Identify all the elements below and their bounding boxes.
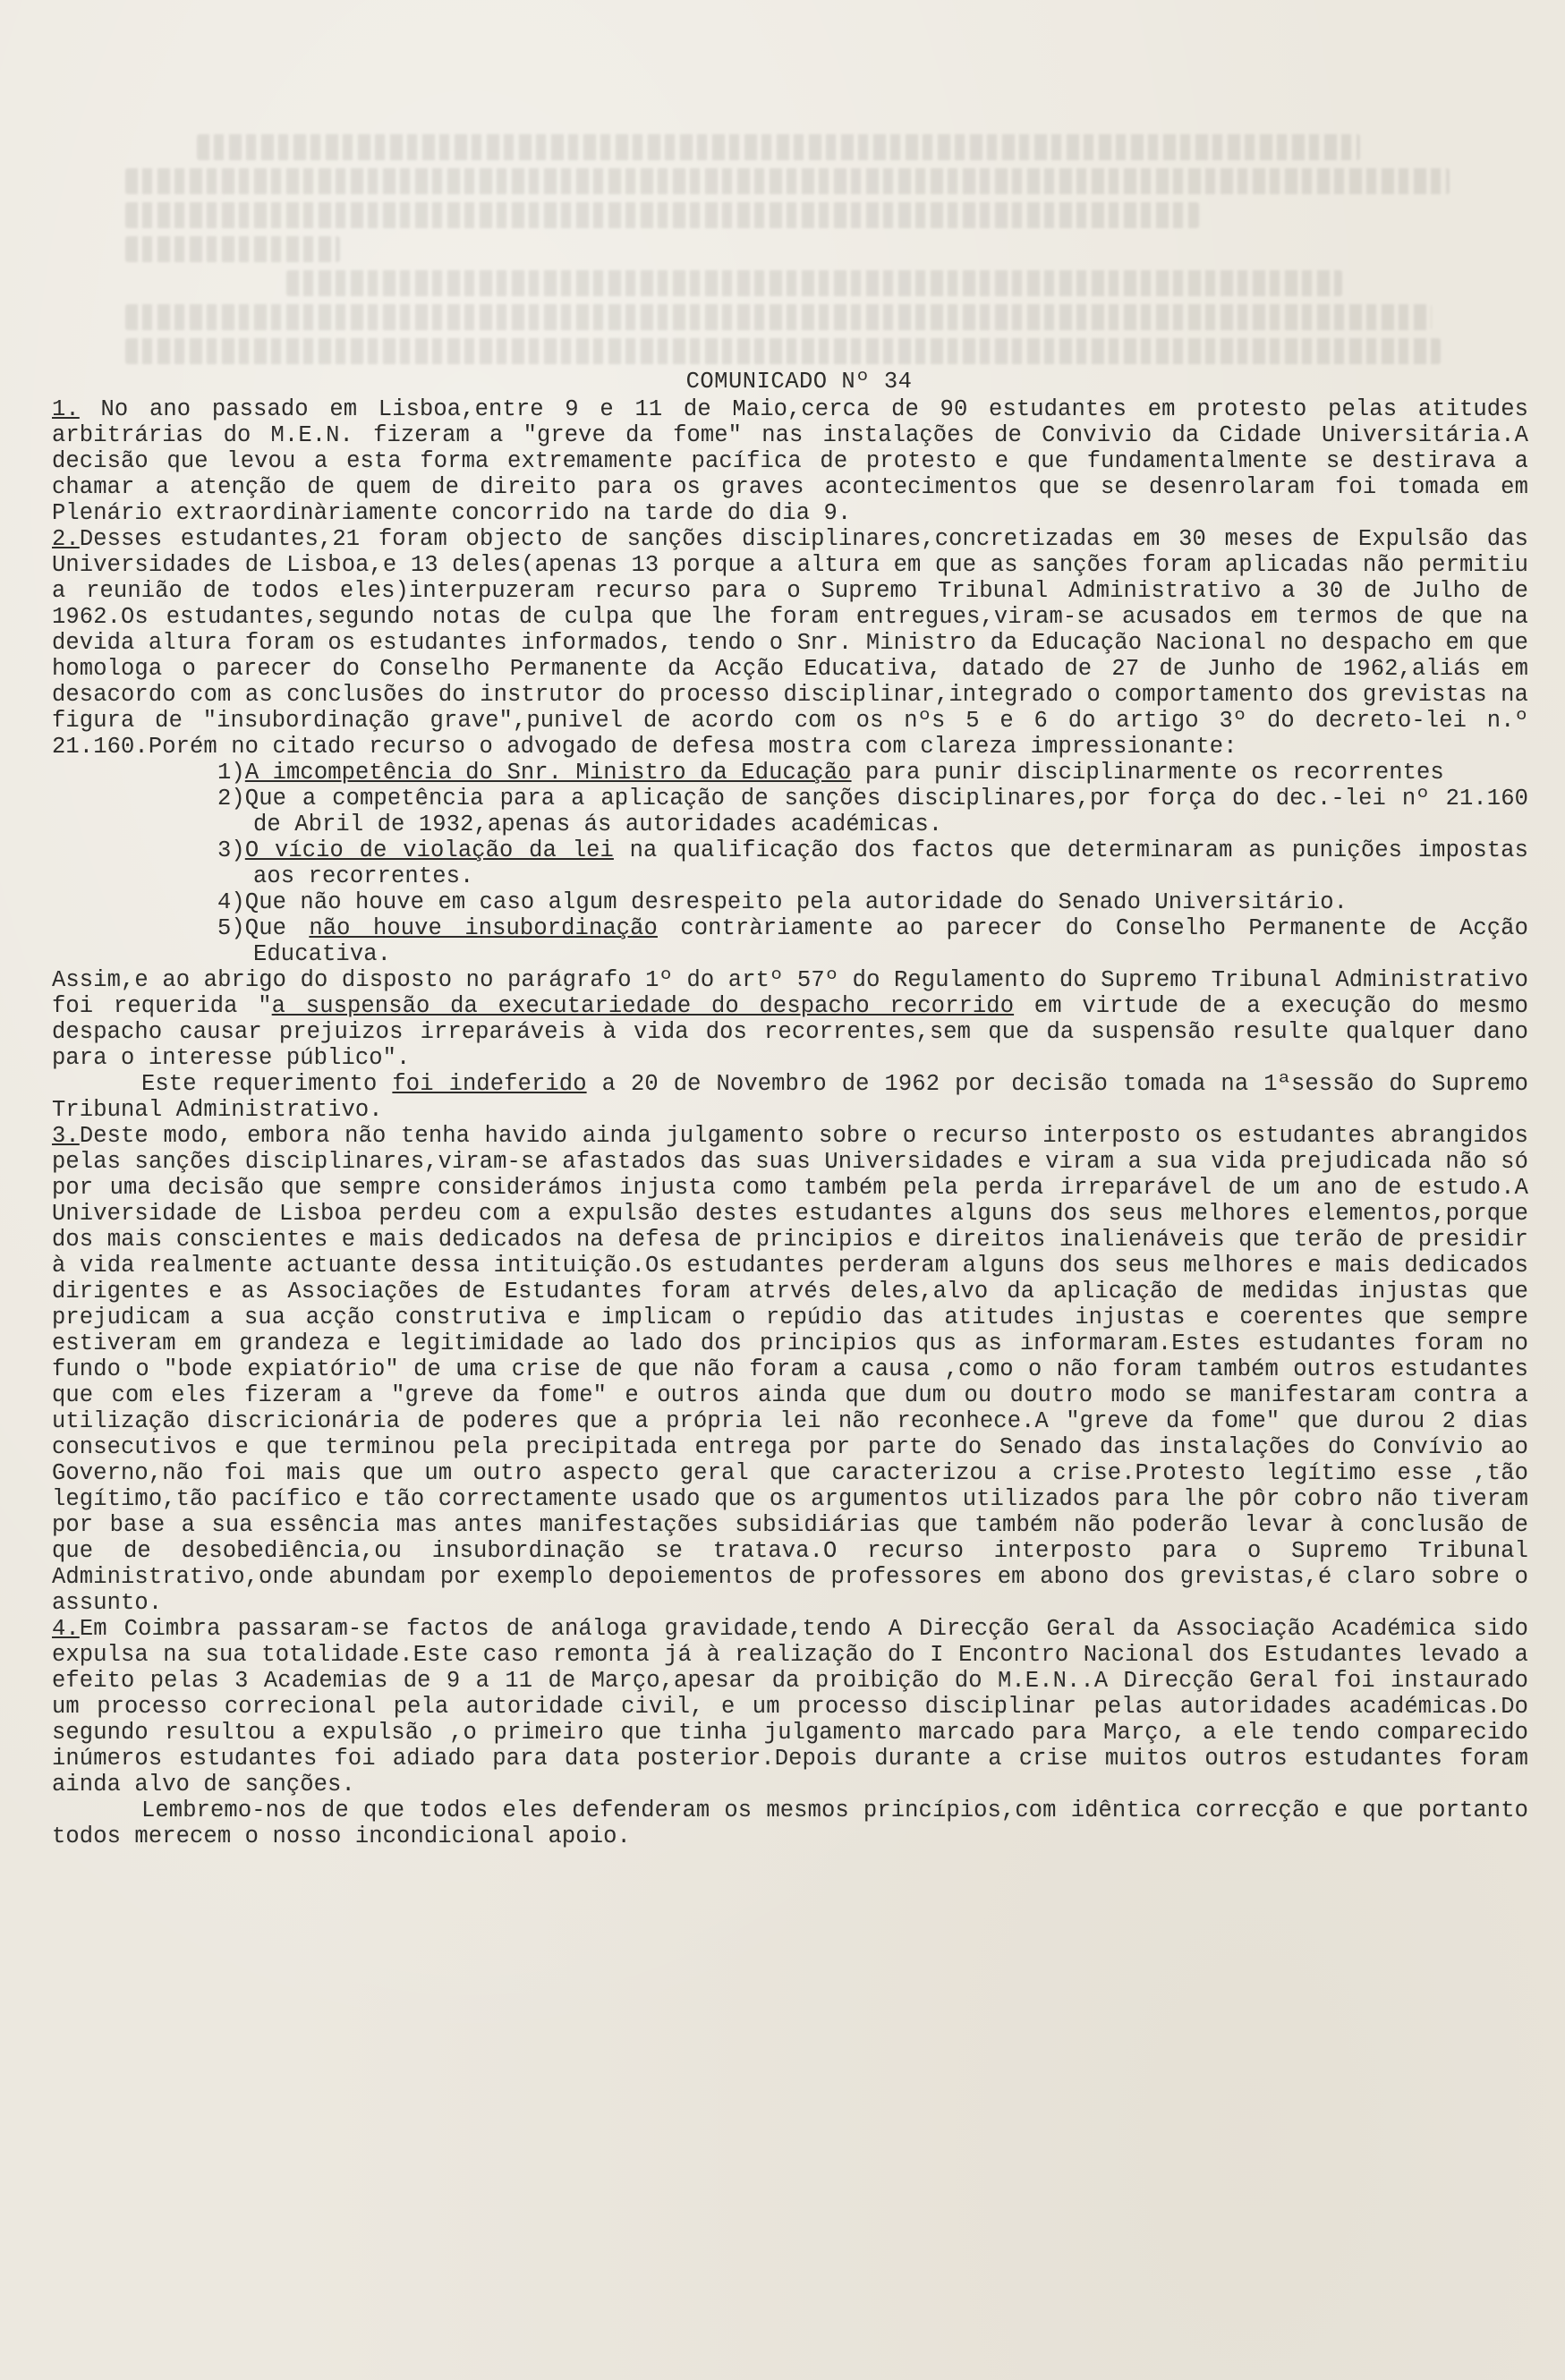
document-title: COMUNICADO Nº 34 [685, 369, 913, 395]
paragraph-text: Em Coimbra passaram-se factos de análoga gravidade,tendo A Direcção Geral da Associação Académica sido expulsa na sua totalidade.Este caso remonta já à realização do I Encontro Nacional dos Estudantes levado a efeito pelas 3 Academias de 9 a 11 de Março,apesar da proibição do M.E.N..A Direcção Geral foi instaurado um processo correcional pela autoridade civil, e um processo disciplinar pelas autoridades académicas.Do segundo resultou a expulsão ,o primeiro que tinha julgamento marcado para Março, a ele tendo comparecido inúmeros estudantes foi adiado para data posterior.Depois durante a crise muitos outros estudantes foram ainda alvo de sanções. [52, 1616, 1528, 1798]
paragraph-text: Deste modo, embora não tenha havido ainda julgamento sobre o recurso interposto os estudantes abrangidos pelas sanções disciplinares,viram-se afastados das suas Universidades e viram a sua vida prejudicada não só por uma decisão que sempre considerámos injusta como também pela perda irreparável de um ano de estudo.A Universidade de Lisboa perdeu com a expulsão destes estudantes alguns dos seus melhores elementos,porque dos mais conscientes e mais dedicados na defesa de principios e direitos inalienáveis que terão de presidir à vida realmente actuante dessa intituição.Os estudantes perderam alguns dos seus melhores e mais dedicados dirigentes e as Associações de Estudantes foram atrvés deles,alvo da aplicação de medidas injustas que prejudicam a sua acção construtiva e implicam o repúdio das atitudes injustas e coerentes que sempre estiveram em grandeza e legitimidade ao lado dos principios qus as informaram.Estes estudantes foram no fundo o "bode expiatório" de uma crise de que não foram a causa ,como o não foram também outros estudantes que com eles fizeram a "greve da fome" e outros ainda que dum ou doutro modo se manifestaram contra a utilização discricionária de poderes que a própria lei não reconhece.A "greve da fome" que durou 2 dias consecutivos e que terminou pela precipitada entrega por parte do Senado das instalações do Convívio ao Governo,não foi mais que um outro aspecto geral que caracterizou a crise.Protesto legítimo esse ,tão legítimo,tão pacífico e tão correctamente usado que os argumentos utilizados para lhe pôr cobro não tiveram por base a sua essência mas antes manifestações subsidiárias que também não poderão levar à conclusão de que de desobediência,ou insubordinação se tratava.O recurso interposto para o Supremo Tribunal Administrativo,onde abundam por exemplo depoiementos de professores em abono dos grevistas,é claro sobre o assunto. [52, 1123, 1528, 1616]
paragraph-3 [52, 1123, 1528, 1616]
underlined-text: a suspensão da executariedade do despacho recorrido [271, 993, 1015, 1019]
paragraph-number: 2. [52, 526, 80, 552]
communique-document [52, 369, 1528, 1849]
paragraph-assim: Assim,e ao abrigo do disposto no parágrafo 1º do artº 57º do Regulamento do Supremo Tribunal Administrativo foi requerida "a suspensão da executariedade do despacho recorrido em virtude de a execução do mesmo despacho causar prejuizos irreparáveis à vida dos recorrentes,sem que da suspensão resulte qualquer dano para o interesse público". [52, 967, 1528, 1071]
paragraph-2 [52, 526, 1528, 760]
list-item-1: 1)A imcompetência do Snr. Ministro da Educação para punir disciplinarmente os recorrentes [217, 760, 1444, 786]
underlined-text: foi indeferido [392, 1071, 587, 1097]
paragraph-number: 1. [52, 396, 80, 422]
paragraph-number: 4. [52, 1616, 80, 1642]
bleed-through-text [125, 134, 1467, 403]
list-item-2: 2)Que a competência para a aplicação de sanções disciplinares,por força do dec.-lei nº 21.160 de Abril de 1932,apenas ás autoridades académicas. [217, 786, 1528, 837]
list-item-3: 3)O vício de violação da lei na qualificação dos factos que determinaram as punições impostas aos recorrentes. [217, 837, 1528, 889]
paragraph-text: No ano passado em Lisboa,entre 9 e 11 de Maio,cerca de 90 estudantes em protesto pelas atitudes arbitrárias do M.E.N. fizeram a "greve da fome" nas instalações de Convivio da Cidade Universitária.A decisão que levou a esta forma extremamente pacífica de protesto e que fundamentalmente se destirava a chamar a atenção de quem de direito para os graves acontecimentos que se desenrolaram foi tomada em Plenário extraordinàriamente concorrido na tarde do dia 9. [52, 396, 1528, 526]
paragraph-final: Lembremo-nos de que todos eles defenderam os mesmos princípios,com idêntica correcção e que portanto todos merecem o nosso incondicional apoio. [52, 1798, 1528, 1849]
underlined-text: não houve insubordinação [309, 915, 658, 941]
paragraph-text: Desses estudantes,21 foram objecto de sanções disciplinares,concretizadas em 30 meses de Expulsão das Universidades de Lisboa,e 13 deles(apenas 13 porque a altura em que as sanções foram aplicadas não permitiu a reunião de todos eles)interpuzeram recurso para o Supremo Tribunal Administrativo a 30 de Julho de 1962.Os estudantes,segundo notas de culpa que lhe foram entregues,viram-se acusados em termos de que na devida altura foram os estudantes informados, tendo o Snr. Ministro da Educação Nacional no despacho em que homologa o parecer do Conselho Permanente da Acção Educativa, datado de 27 de Junho de 1962,aliás em desacordo com as conclusões do instrutor do processo disciplinar,integrado o comportamento dos grevistas na figura de "insubordinação grave",punivel de acordo com os nºs 5 e 6 do artigo 3º do decreto-lei n.º 21.160.Porém no citado recurso o advogado de defesa mostra com clareza impressionante: [52, 526, 1528, 760]
paragraph-number: 3. [52, 1123, 80, 1149]
paragraph-4 [52, 1616, 1528, 1798]
underlined-text: A imcompetência do Snr. Ministro da Educação [244, 760, 852, 786]
underlined-text: O vício de violação da lei [244, 837, 614, 863]
list-item-5: 5)Que não houve insubordinação contràriamente ao parecer do Conselho Permanente de Acção Educativa. [217, 915, 1528, 967]
paragraph-requerimento: Este requerimento foi indeferido a 20 de Novembro de 1962 por decisão tomada na 1ªsessão do Supremo Tribunal Administrativo. [52, 1071, 1529, 1123]
list-item-4: 4)Que não houve em caso algum desrespeito pela autoridade do Senado Universitário. [217, 889, 1348, 915]
paragraph-1 [52, 396, 1528, 526]
